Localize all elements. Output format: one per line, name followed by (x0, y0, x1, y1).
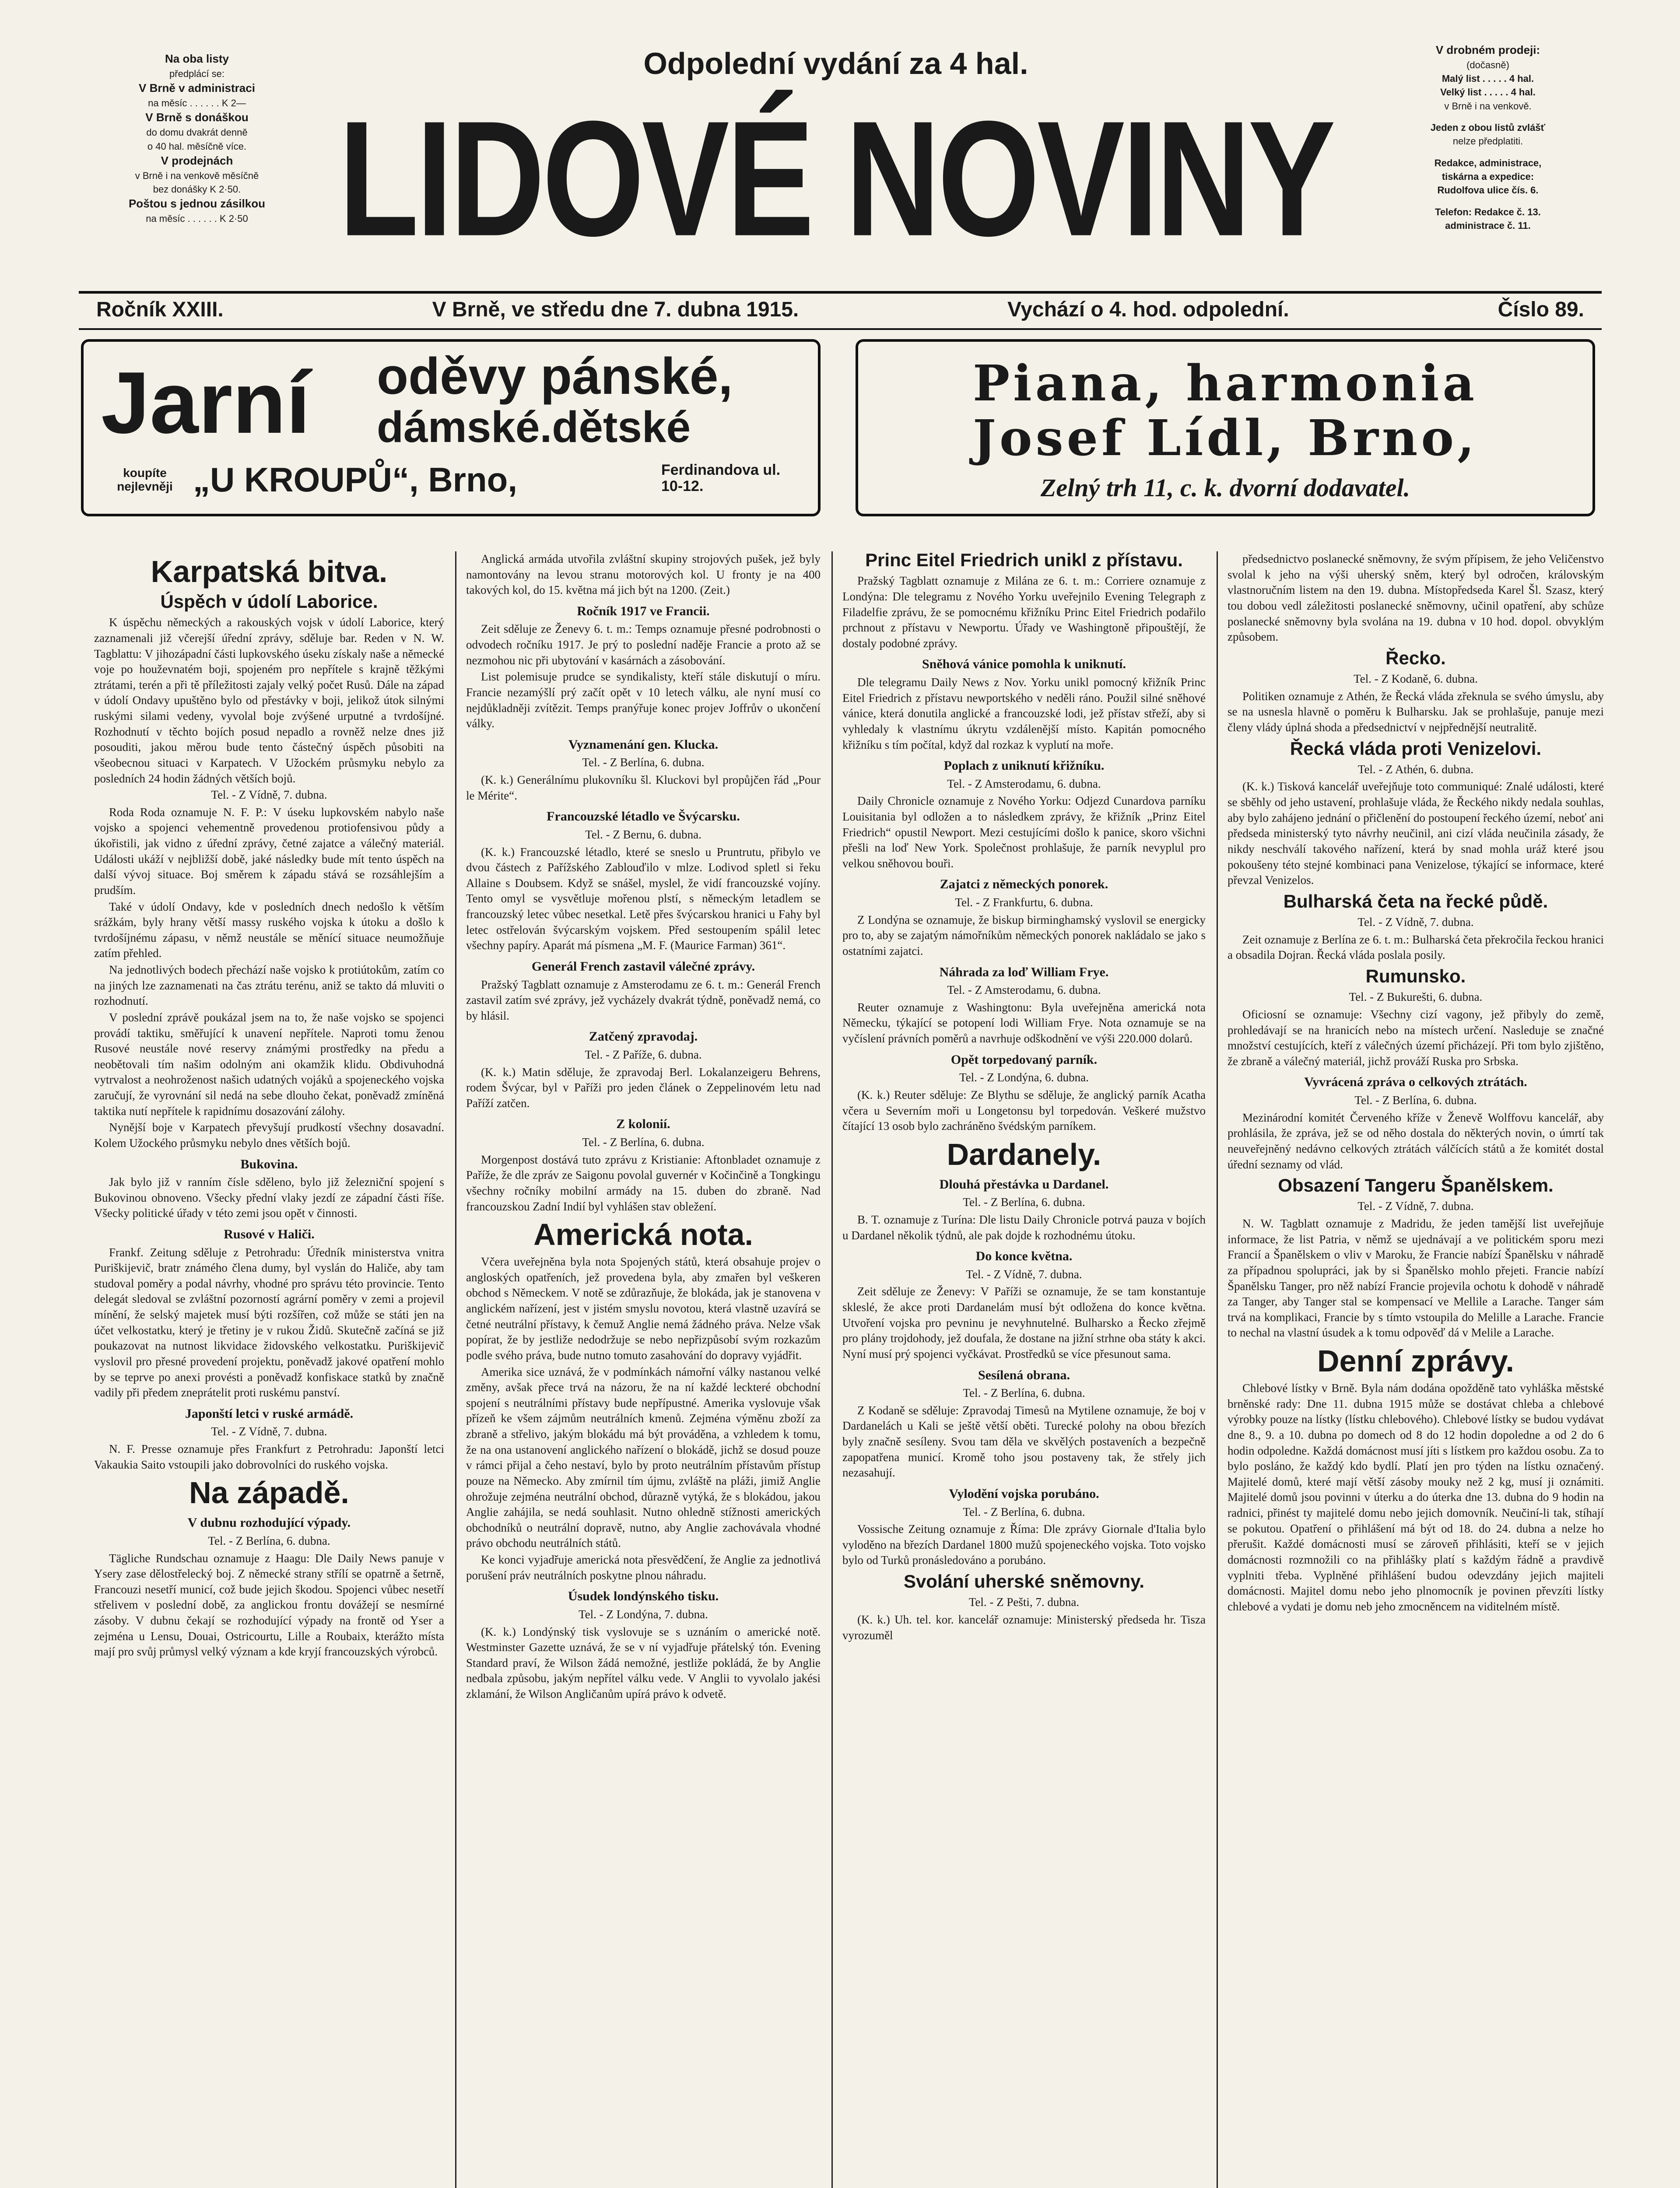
retail-line: Malý list . . . . . 4 hal. (1442, 73, 1534, 84)
telegram-line: Tel. - Z Berlína, 6. dubna. (582, 1136, 705, 1149)
telegram-line: Tel. - Z Athén, 6. dubna. (1357, 762, 1474, 776)
subheadline: Svolání uherské sněmovny. (903, 1571, 1145, 1592)
paragraph: Z Londýna se oznamuje, že biskup birminghamský vyslovil se energicky pro to, aby se zajatým námořníkům německých ponorek nakládalo se jako s ostatními zajatci. (842, 913, 1206, 957)
telegram-line: Tel. - Z Vídně, 7. dubna. (1357, 915, 1474, 929)
ad-line-2: dámské.dětské (377, 403, 691, 452)
issue-number: Číslo 89. (1498, 298, 1584, 321)
paragraph: N. W. Tagblatt oznamuje z Madridu, že jeden tamější list uveřejňuje informace, že list Patria, v němž se ujednávají a ve politickém sporu mezi Francií a Španělskem o vliv v Maroku, že Francie nabízí Španělsku v náhradě za případnou spolupráci, jak by si Španělsko mohlo přejeti. Francie nabízí Španělsku Tanger, pro něž nabízí Francie projevila ochotu k dohodě v náhradě za Tanger, aby Tanger stal se kompensací ve Mellile a Larache. Tanger sám trvá na komplikaci, Francie by s tímto vstoupila do Melille a Larache. Francie to nechal na vlastní úsudek a k tomu odpověď dá v Melile a Larache. (1228, 1217, 1604, 1339)
paragraph: Daily Chronicle oznamuje z Nového Yorku: Odjezd Cunardova parníku Louisitania byl odložen a to následkem zprávy, že křižník „Prinz Eitel Friedrich“ opustil Newport. Mezi cestujícími došlo k panice, skoro všichni přešli na loď New York. Společnost prohlašuje, že parník nevyplul pro velkou sněhovou bouři. (842, 794, 1206, 870)
retail-line: (dočasně) (1466, 59, 1509, 70)
paragraph: N. F. Presse oznamuje přes Frankfurt z Petrohradu: Japonští letci Vakaukia Saito vstoupili jako dobrovolníci do ruského vojska. (94, 1442, 444, 1471)
section-heading: Opět torpedovaný parník. (950, 1052, 1098, 1067)
section-heading: Generál French zastavil válečné zprávy. (531, 959, 755, 974)
edition-banner: Odpolední vydání za 4 hal. (643, 46, 1028, 81)
section-heading: Zatčený zpravodaj. (589, 1029, 698, 1044)
retail-line: administrace č. 11. (1445, 220, 1531, 231)
paragraph: List polemisuje prudce se syndikalisty, kteří stále diskutují o míru. Francie nezamýšlí prý začít opět v 10 letech válku, ale nyní musí co nejdůkladněji zvítězit. Temps pranýřuje konec projev Joffrův o ukončení války. (466, 670, 821, 730)
paragraph: (K. k.) Matin sděluje, že zpravodaj Berl. Lokalanzeigeru Behrens, rodem Švýcar, byl v Paříži pro jeden článek o Zeppelinovém letu nad Paříží zatčen. (466, 1065, 821, 1110)
subscription-line: bez donášky K 2·50. (153, 184, 241, 195)
subscription-line: V Brně s donáškou (145, 111, 249, 124)
section-heading: Japonští letci v ruské armádě. (185, 1406, 354, 1421)
paragraph: Také v údolí Ondavy, kde v posledních dnech nedošlo k větším srážkám, byly hrany větší massy ruského vojska k útoku a došlo k tvrdošíjnému zápasu, v němž neustále se měnící situace neumožňuje zatím přehled. (94, 900, 444, 960)
telegram-line: Tel. - Z Berlína, 6. dubna. (963, 1386, 1085, 1400)
telegram-line: Tel. - Z Vídně, 7. dubna. (211, 788, 327, 802)
telegram-line: Tel. - Z Amsterodamu, 6. dubna. (947, 983, 1101, 997)
subscription-line: na měsíc . . . . . . K 2— (148, 98, 246, 109)
paragraph: Roda Roda oznamuje N. F. P.: V úseku lupkovském nabylo naše vojsko a spojenci vehementně provedenou protiofensivou půdy a úkořistili, jak vidno z úřední zprávy, četné zajatce a válečný materiál. Události ukáží v nejbližší době, jaké následky bude mít tento úspěch na další vývoj situace. Boj směrem k západu stává se rozsáhlejším a prudším. (94, 805, 444, 897)
telegram-line: Tel. - Z Vídně, 7. dubna. (1357, 1199, 1474, 1213)
telegram-line: Tel. - Z Londýna, 6. dubna. (959, 1071, 1089, 1084)
retail-info (1374, 44, 1602, 234)
retail-line: tiskárna a expedice: (1442, 171, 1534, 182)
subscription-line: v Brně i na venkově měsíčně (135, 170, 259, 181)
headline: Dardanely. (947, 1137, 1101, 1171)
section-heading: Náhrada za loď William Frye. (939, 964, 1109, 979)
section-heading: V dubnu rozhodující výpady. (187, 1515, 351, 1530)
publication-time: Vychází o 4. hod. odpolední. (1007, 298, 1289, 321)
subscription-line: na měsíc . . . . . . K 2·50 (146, 213, 248, 224)
telegram-line: Tel. - Z Berlína, 6. dubna. (582, 756, 705, 769)
paragraph: Amerika sice uznává, že v podmínkách námořní války nastanou velké změny, avšak přece trvá na názoru, že na ní každé leckteré obchodní spojení s neutrálními přístavy bude nepřípustné. Amerika vyslovuje však přízeň ke všem zájmům neutrálních kmenů. Zejména výměnu zboží za zbraně a střelivo, jakým blokádu má být prováděna, a vzhledem k tomu, že na ona ustanovení anglického nařízení o blokádě, jichž se dosud pouze v rámci přijal a čeho nestaví, bylo by proto neutrálním přístavům přístup pouze na Německo. Aby zmírnil tím újmu, zvláště na pláži, jimiž Anglie ohrožuje zejména neutrální obchod, důrazně vytýká, že s blokádou, jakou Anglie zahájila, se nedá souhlasit. Nutno ohledně stížnosti amerických obchodníků o neutrální dopravě, nutno, aby Anglie zachovávala vhodné právo obchodu neutrálních států. (466, 1365, 821, 1550)
subheadline: Řecko. (1385, 647, 1446, 668)
subscription-line: Poštou s jednou zásilkou (128, 197, 266, 210)
paragraph: Z Kodaně se sděluje: Zpravodaj Timesů na Mytilene oznamuje, že boj v Dardanelách u Kali se ještě větší oběti. Turecké polohy na obou březích byly značně sesíleny. Svou tam děla ve skvělých postaveních a bezpečně zapopatřena municí. Kromě toho jsou postaveny tak, že střely jich nezasahují. (842, 1403, 1206, 1480)
telegram-line: Tel. - Z Paříže, 6. dubna. (585, 1048, 702, 1061)
paragraph: Vossische Zeitung oznamuje z Říma: Dle zprávy Giornale d'Italia bylo vyloděno na březích Dardanel 1800 mužů spojeneckého vojska. Toto vojsko bylo od Turků pronásledováno a porubáno. (842, 1522, 1206, 1567)
paragraph: Zeit sděluje ze Ženevy 6. t. m.: Temps oznamuje přesné podrobnosti o odvodech ročníku 1917. Je prý to poslední naděje Francie a proto až se nezmohou nic při ubytování v kasárnách a zásobování. (466, 622, 821, 667)
section-heading: Zajatci z německých ponorek. (940, 877, 1108, 892)
section-heading: Úsudek londýnského tisku. (568, 1589, 719, 1604)
paragraph: Chlebové lístky v Brně. Byla nám dodána opožděně tato vyhláška městské brněnské rady: Dne 11. dubna 1915 může se dostávat chleba a chlebové výrobky pouze na lístky (lístku chlebového). Chlebové lístky se budou vydávat dne 8., 9. a 10. dubna po domech od 8 do 12 hodin dopoledne a od 2 do 6 hodin odpoledne. Každá domácnost musí jíti s lístkem pro každou osobu. Za to bylo posláno, že každý kdo bydlí. Platí jen pro týden na lístku označený. Majitelé domů, které mají větší zásoby mouky než 2 kg, musí ji oznámiti. Majitelé domů jsou povinni v úterku a do úterka dne 13. dubna do 9 hodin na radnici, přinést ty majitelé domu nebo jejich domovník. Neučiní-li tak, stíhají se pokutou. Opatření o přihlášení má být od 18. do 24. dubna a nelze ho přerušit. Každé domácnosti musí se zároveň přihlásiti, kteří se v jejich domácnosti rozmnožili co na přihlášky platí s každým řádně a pravdivě vyplniti třeba. Vyplněné přihlášení budou odevzdány jejich majiteli domácnosti. Majitel domu nebo jeho plnomocník je povinen převzíti lístky chlebové a vydati je domu neb jeho zmocněncem na viditelném místě. (1228, 1382, 1604, 1613)
paragraph: Mezinárodní komitét Červeného kříže v Ženevě Wolffovu kancelář, aby prohlásila, že zpráva, jež se od něho dostala do některých novin, o úmrtí tak neuveřejněný nedávno celkových ztrátách válčících států a že komitét dostal úřední seznamy od vlád. (1228, 1111, 1604, 1171)
paragraph: (K. k.) Francouzské létadlo, které se sneslo u Pruntrutu, přibylo ve dvou částech z Pařížského Zablouďilo v mlze. Lodivod spletl si řeku Allaine s Doubsem. Když se snášel, myslel, že vidí francouzské vojíny. Tento omyl se vysvětluje mořenou plstí, s německým letadlem se francouzský letec vůbec nesetkal. Letě přes švýcarskou hranici u Fahy byl letec ostřelován švýcarským vojskem. Před sestoupením spálil letec všechny papíry. Aparát má písmena „M. F. (Maurice Farman) 361“. (466, 845, 821, 952)
section-heading: Do konce května. (975, 1249, 1073, 1264)
piano-advertisement (856, 339, 1595, 516)
headline: Karpatská bitva. (151, 554, 388, 589)
retail-line: Velký list . . . . . 4 hal. (1440, 87, 1536, 98)
paragraph: K úspěchu německých a rakouských vojsk v údolí Laborice, který zaznamenali již včerejší úřední zprávy, sděluje bar. Reden v N. W. Tagblattu: V jihozápadní části lupkovského úseku získaly naše a německé voje po houževnatém boji, spojeném pro nepřítele s krajně těžkými ztrátami, terén a při tě příležitosti zajaly velký počet Rusů. Dále na západ v údolí Ondavy upuštěno bylo od přestávky v boji, jelikož útok silnými ruskými silami vedeny, vyvolal boje zvýšené urputné a tvrdošíjné. Rozhodnutí v těchto bojích posud nepadlo a rovněž nelze dnes již posouditi, jakou měrou bude tento částečný úspěch působiti na všeobecnou situaci v Karpatech. V Užockém průsmyku nebylo za posledních 24 hodin žádných větších bojů. (94, 616, 444, 785)
column-1 (94, 551, 444, 1661)
headline: Na západě. (189, 1476, 349, 1510)
telegram-line: Tel. - Z Amsterodamu, 6. dubna. (947, 777, 1101, 790)
telegram-line: Tel. - Z Berlína, 6. dubna. (1354, 1094, 1477, 1107)
paragraph: Oficiosní se oznamuje: Všechny cizí vagony, jež přibyly do země, prohledávají se na hranicích nebo na místech určení. Nasleduje se značné množství cestujících, kteří z válečných území přicházejí. Při tom bylo zjištěno, že zbraně a válečný materiál, jichž prováží Ruska pro Srbska. (1228, 1007, 1604, 1068)
section-heading: Z kolonií. (616, 1117, 670, 1132)
paragraph: Zeit sděluje ze Ženevy: V Paříži se oznamuje, že se tam konstantuje skleslé, že akce proti Dardanelám musí být odložena do konce května. Utvoření vojska pro pevninu je nevyhnutelné. Bulharsko a Řecko zřejmě pro plány trojdohody, jež doufala, že dostane na jižní strhne oba státy k akci. Nyní musí prý spojenci vyčkávat. Prostředků se více přesunout sama. (842, 1285, 1206, 1360)
subscription-line: V Brně v administraci (139, 81, 255, 95)
paragraph: Frankf. Zeitung sděluje z Petrohradu: Úředník ministerstva vnitra Puriškijevič, bratr známého člena dumy, byl vyslán do Haliče, aby tam studoval poměry a podal návrhy, vhodné pro správu této provincie. Tento delegát sledoval se zvláštní pozorností agrární poměry v zemi a projevil mínění, že selský majetek musí býti rozšířen, což může se státi jen na účet velkostatku, který je třetiny je v rukou Židů. Skutečně začíná se již poukazovat na nutnost likvidace židovského velkostatku. Puriškijevič vyslovil pro přesné provedení projektu, poněvadž jakové opatření mohlo by se teprve po anexi provésti a poněvadž konfiskace statků by značně vadily při předem zneprátelit proti ruskému panství. (94, 1245, 444, 1399)
retail-line: Jeden z obou listů zvlášť (1430, 122, 1546, 133)
retail-line: nelze předplatiti. (1452, 136, 1523, 147)
telegram-line: Tel. - Z Bukurešti, 6. dubna. (1349, 990, 1483, 1004)
ad-line-1: oděvy pánské, (377, 347, 733, 405)
telegram-line: Tel. - Z Londýna, 7. dubna. (579, 1607, 708, 1621)
column-2 (466, 551, 821, 1703)
clothing-advertisement (81, 339, 821, 516)
subheadline: Princ Eitel Friedrich unikl z přístavu. (865, 550, 1183, 570)
section-heading: Dlouhá přestávka u Dardanel. (939, 1177, 1109, 1192)
paragraph: Morgenpost dostává tuto zprávu z Kristianie: Aftonbladet oznamuje z Paříže, že dle zpráv ze Saigonu povolal guvernér v Kočinčině a Tongkingu všechny ročníky mobilní armády na 15. duben do zbraně. Nad francouzskou Zadní Indií byl vyhlášen stav obležení. (466, 1153, 821, 1213)
section-heading: Vylodění vojska porubáno. (949, 1486, 1099, 1501)
retail-line: Redakce, administrace, (1434, 157, 1542, 168)
subscription-line: o 40 hal. měsíčně více. (147, 140, 247, 152)
headline: Americká nota. (533, 1217, 753, 1252)
paragraph: Anglická armáda utvořila zvláštní skupiny strojových pušek, jež byly namontovány na levou stranu motorových kol. U fronty je na 400 takových kol, do 15. května má jich být na 1200. (Zeit.) (466, 552, 821, 597)
column-rule (455, 551, 456, 2188)
telegram-line: Tel. - Z Berlína, 6. dubna. (963, 1505, 1085, 1518)
masthead-rule (79, 291, 1602, 294)
telegram-line: Tel. - Z Berlína, 6. dubna. (208, 1534, 330, 1547)
section-heading: Francouzské létadlo ve Švýcarsku. (547, 809, 740, 824)
column-4 (1228, 551, 1604, 1615)
subscription-line: V prodejnách (161, 154, 233, 167)
section-heading: Sesílená obrana. (978, 1368, 1070, 1382)
section-heading: Vyznamenání gen. Klucka. (568, 737, 719, 752)
paragraph: Na jednotlivých bodech přechází naše vojsko k protiútokům, zatím co na jiných lze zaznamenati na čas ztrátu terénu, aniž se takto dá mluviti o rozhodnutí. (94, 963, 444, 1008)
telegram-line: Tel. - Z Pešti, 7. dubna. (968, 1595, 1080, 1609)
newspaper-title: LIDOVÉ NOVINY (338, 86, 1333, 270)
section-heading: Bukovina. (240, 1157, 298, 1171)
paragraph: (K. k.) Londýnský tisk vyslovuje se s uznáním o americké notě. Westminster Gazette uznává, že se v ní vyjadřuje přátelský tón. Evening Standard praví, že Wilson žádá nemožné, jestliže pokládá, že by Anglie nedbala způsobu, jakým nepřítel válku vede. V Anglii to vyvolalo jakési zklamání, že Wilson Angličanům upírá právo k odvetě. (466, 1625, 821, 1701)
paragraph: (K. k.) Generálnímu plukovníku šl. Kluckovi byl propůjčen řád „Pour le Mérite“. (466, 773, 821, 802)
telegram-line: Tel. - Z Frankfurtu, 6. dubna. (955, 896, 1093, 909)
ad-shop-name: „U KROUPŮ“, Brno, (193, 460, 517, 499)
paragraph: (K. k.) Reuter sděluje: Ze Blythu se sděluje, že anglický parník Acatha včera u Severním moři u Longetonsu byl torpedován. Veškeré mužstvo čítající 13 osob bylo zachráněno švédským parníkem. (842, 1088, 1206, 1133)
section-heading: Rusové v Haliči. (224, 1227, 315, 1242)
subheadline: Rumunsko. (1365, 966, 1466, 987)
telegram-line: Tel. - Z Kodaně, 6. dubna. (1354, 672, 1478, 686)
paragraph: Pražský Tagblatt oznamuje z Milána ze 6. t. m.: Corriere oznamuje z Londýna: Dle telegramu z Nového Yorku uveřejnilo Evening Telegraph z Filadelfie zprávu, že se pomocnému křižníku Princ Eitel Friedrich podařilo prchnout z přístavu v Newportu. Úřady ve Washingtoně připouštějí, že dostaly podobné zprávy. (842, 574, 1206, 650)
telegram-line: Tel. - Z Berlína, 6. dubna. (963, 1196, 1085, 1209)
subheadline: Řecká vláda proti Venizelovi. (1290, 738, 1542, 759)
retail-line: V drobném prodeji: (1435, 43, 1540, 56)
section-heading: Vyvrácená zpráva o celkových ztrátách. (1304, 1075, 1527, 1090)
ad-piano-line-3: Zelný trh 11, c. k. dvorní dodavatel. (1040, 473, 1410, 502)
section-heading: Ročník 1917 ve Francii. (577, 603, 710, 618)
paragraph: (K. k.) Tisková kancelář uveřejňuje toto communiqué: Znalé události, které se sběhly od jeho ustavení, prohlašuje vláda, že Řeckého nikdy nedala souhlas, aby bylo zahájeno jednání o přičlenění do postoupení řeckého území, neboť ani předseda ministerský tyto návrhy neučinil, ani cizí vláda neučinila zásady, že nikdy neschválí takového nařízení, která by snad mohla uráž které jsou pokoušeny této stejné kombinaci pana Venizelose, týkající se informace, které převzal Venizelos. (1228, 780, 1604, 887)
ad-small: koupíte nejlevněji (117, 466, 173, 493)
paragraph: Nynější boje v Karpatech převyšují prudkostí všechny dosavadní. Kolem Užockého průsmyku nebylo dnes větších bojů. (94, 1121, 444, 1150)
telegram-line: Tel. - Z Vídně, 7. dubna. (966, 1267, 1082, 1281)
section-heading: Sněhová vánice pomohla k uniknutí. (922, 657, 1126, 672)
paragraph: V poslední zprávě poukázal jsem na to, že naše vojsko se spojenci provádí taktiku, směřující k unavení nepřítele. Naproti tomu ženou Rusové neustále nové reservy známými prostředky na předu a neobětovali tím našim odolným ani okamžik klidu. Obdivuhodná vytrvalost a neohroženost našich udatných vojáků a spojeneckého vojska zaručují, že vyrovnání sil nedá na sebe dlouho čekat, poněvadž zmíněná taktika nutí nepřítele k rapidnímu dosazování zálohy. (94, 1010, 444, 1118)
paragraph: Zeit oznamuje z Berlína ze 6. t. m.: Bulharská četa překročila řeckou hranici a obsadila Dojran. Řecká vláda poslala posily. (1228, 933, 1604, 962)
section-heading: Poplach z uniknutí křižníku. (943, 758, 1105, 773)
subheadline: Bulharská četa na řecké půdě. (1283, 891, 1548, 912)
issue-date: V Brně, ve středu dne 7. dubna 1915. (432, 298, 799, 321)
column-rule (1217, 551, 1218, 2188)
dateline-rule (79, 328, 1602, 330)
subheadline: Obsazení Tangeru Španělskem. (1278, 1175, 1554, 1196)
column-rule (831, 551, 833, 2188)
telegram-line: Tel. - Z Bernu, 6. dubna. (585, 828, 701, 841)
column-3 (842, 547, 1206, 1644)
subscription-line: do domu dvakrát denně (146, 127, 248, 138)
volume-number: Ročník XXIII. (96, 298, 224, 321)
subscription-line: předplácí se: (169, 68, 224, 79)
headline: Denní zprávy. (1317, 1344, 1514, 1378)
paragraph: Tägliche Rundschau oznamuje z Haagu: Dle Daily News panuje v Ysery zase dělostřelecký boj. Z německé strany střílí se opatrně a šetrně, Francouzi nesetří municí, což bude jejich škodou. Spojenci vůbec nesetří střelivem v poslední době, za anglickou frontu dovážejí se nesmírné zásoby. V dubnu čekají se rozhodující výpady na frontě od Yser a zejména u Lensu, Douai, Ostricourtu, Lille a Roubaix, kterážto místa mají pro svůj průmysl velký význam a kde kryjí francouzských výrobců. (94, 1551, 444, 1659)
paragraph: Dle telegramu Daily News z Nov. Yorku unikl pomocný křižník Princ Eitel Friedrich z přístavu newportského v neděli ráno. Použil silné sněhové vánice, která donutila anglické a francouzské lodi, jež přístav střeží, aby si vyhledaly k vlastnímu úkrytu vzdálenější místo. Kapitán pomocného křižníku s tím počítal, když dal rozkaz k vyplutí na moře. (842, 676, 1206, 751)
ad-piano-line-1: Piana, harmonia (972, 355, 1478, 412)
dateline (96, 298, 1584, 322)
paragraph: Pražský Tagblatt oznamuje z Amsterodamu ze 6. t. m.: Generál French zastavil zatím své zprávy, jež vycházely dvakrát týdně, poněvadž nemá, co by hlásil. (466, 978, 821, 1022)
paragraph: Politiken oznamuje z Athén, že Řecká vláda zřeknula se svého úmyslu, aby se na usnesla hlavně o poměru k Bulharsku. Jak se prohlašuje, panuje mezi členy vlády úplná shoda a předsednictví v nejpřednější neutralitě. (1228, 689, 1604, 734)
paragraph: B. T. oznamuje z Turína: Dle listu Daily Chronicle potrvá pauza v bojích u Dardanel několik týdnů, ale pak dojde k rozhodnému útoku. (842, 1213, 1206, 1242)
paragraph: Včera uveřejněna byla nota Spojených států, která obsahuje projev o angloských opatřeních, jež provedena byla, aby zmařen byl veškeren obchod s Německem. V notě se zdůrazňuje, že blokáda, jak je stanovena v anglickém nařízení, jest v jistém smyslu novotou, která vlastně uzavírá se četné neutrální přístavy, k čemuž Anglie nemá žádného práva. Nelze však popírat, že by jestliže nedodržuje se nebo nepřizpůsobí svým rozkazům podle svého práva, bude nutno tomuto zasahování do dopravy vyjádřit. (466, 1255, 821, 1362)
subscription-info (83, 53, 311, 227)
subheadline: Úspěch v údolí Laborice. (160, 591, 378, 612)
telegram-line: Tel. - Z Vídně, 7. dubna. (211, 1425, 327, 1438)
paragraph: (K. k.) Uh. tel. kor. kancelář oznamuje: Ministerský předseda hr. Tisza vyrozuměl (842, 1613, 1206, 1642)
retail-line: Telefon: Redakce č. 13. (1435, 206, 1541, 217)
subscription-line: Na oba listy (165, 52, 229, 65)
ad-piano-line-2: Josef Lídl, Brno, (972, 410, 1478, 467)
paragraph: Jak bylo již v ranním čísle sděleno, bylo již železniční spojení s Bukovinou obnoveno. Všecky přední vlaky jezdí ze západní části říše. Všecky politické úřady v této zemi jsou opět v činnosti. (94, 1175, 444, 1220)
ad-big-word: Jarní (101, 354, 311, 452)
paragraph: předsednictvo poslanecké sněmovny, že svým přípisem, že jeho Veličenstvo svolal k jeho na výši uherský sněm, který byl odročen, královským vlastnoručním listem na den 19. dubna. Místopředseda Karel Šl. Szasz, který tou dobou vedl záležitosti poslanecké sněmovny, učinil opatření, aby schůze poslanecké sněmovny byla svolána na 19. dubna v 10 hod. dopol. obvyklým způsobem. (1228, 552, 1604, 644)
paragraph: Ke konci vyjadřuje americká nota přesvědčení, že Anglie za jednotlivá porušení práv neutrálních poskytne plnou náhradu. (466, 1553, 821, 1582)
retail-line: Rudolfova ulice čís. 6. (1437, 185, 1539, 196)
ad-address: Ferdinandova ul. 10-12. (661, 462, 781, 495)
paragraph: Reuter oznamuje z Washingtonu: Byla uveřejněna americká nota Německu, týkající se potopení lodi William Frye. Nota oznamuje se na vyčíslení právních poměrů a navrhuje odškodnění ve výši 220.000 dolarů. (842, 1000, 1206, 1045)
retail-line: v Brně i na venkově. (1444, 100, 1532, 112)
